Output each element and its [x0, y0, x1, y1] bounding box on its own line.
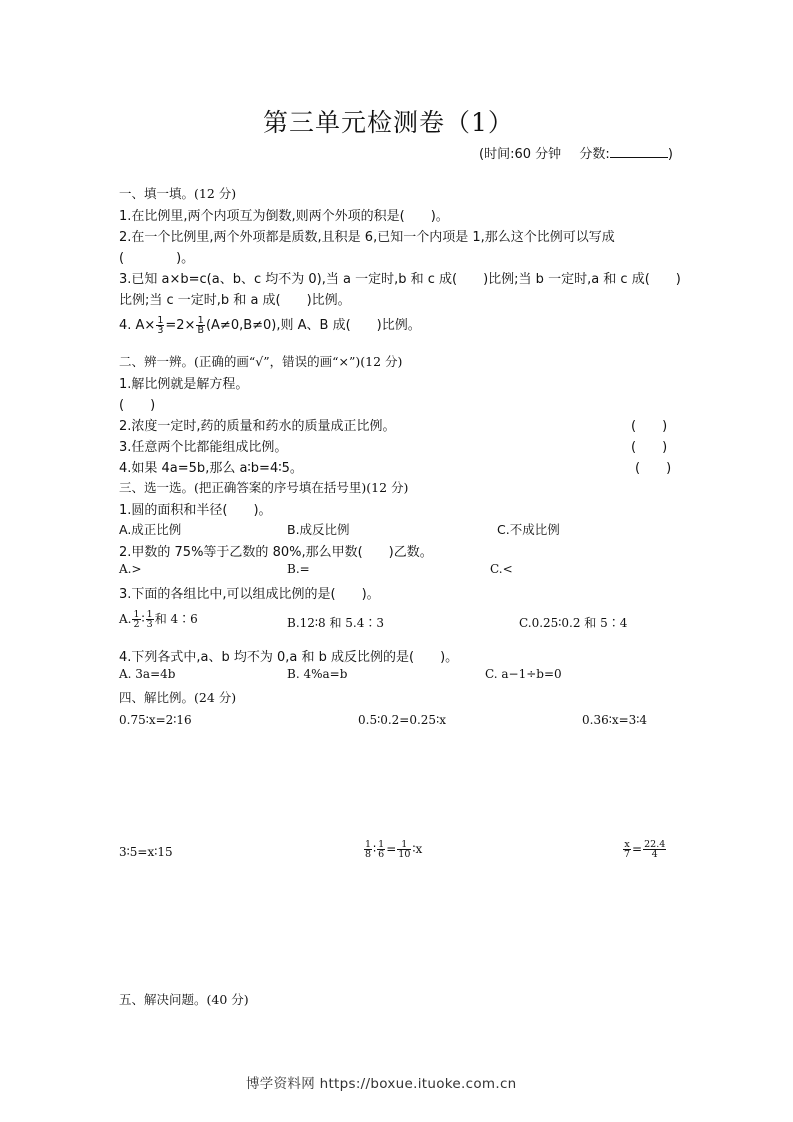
choose-q1: 1.圆的面积和半径( )。 — [119, 503, 272, 518]
fill-q2-line1: 2.在一个比例里,两个外项都是质数,且积是 6,已知一个内项是 1,那么这个比例可以写成 — [119, 230, 615, 245]
choose-q4: 4.下列各式中,a、b 均不为 0,a 和 b 成反比例的是( )。 — [119, 650, 459, 665]
judge-q4: 4.如果 4a=5b,那么 a∶b=4∶5。 — [119, 461, 303, 476]
choose-q2-option-b[interactable]: B.= — [287, 562, 310, 576]
solve-eq-5-equals: = — [386, 842, 397, 856]
fraction-22-4-over-4: $\frac{22.4}{4}$ — [644, 839, 666, 860]
section-fill-title: 一、填一填。(12 分) — [119, 186, 237, 201]
judge-q3-answer-paren[interactable]: ( ) — [631, 440, 668, 455]
page-title: 第三单元检测卷（1） — [263, 108, 514, 137]
fraction-one-third: $\frac{1}{3}$ — [146, 609, 153, 630]
solve-eq-5-sep: ∶ — [373, 842, 377, 856]
fill-q4 — [119, 314, 421, 335]
solve-eq-2: 0.5∶0.2=0.25∶x — [358, 713, 446, 727]
judge-q2-answer-paren[interactable]: ( ) — [631, 419, 668, 434]
score-label: 分数: — [579, 147, 610, 162]
fill-q4-suffix: (A≠0,B≠0),则 A、B 成( )比例。 — [205, 318, 421, 333]
solve-eq-6 — [622, 840, 667, 859]
fill-q4-mid: =2× — [165, 318, 196, 333]
choose-q3-option-a[interactable] — [119, 610, 198, 629]
section-choose-title: 三、选一选。(把正确答案的序号填在括号里)(12 分) — [119, 480, 409, 495]
fraction-one-eighth: $\frac{1}{8}$ — [365, 839, 372, 860]
fraction-one-third: $\frac{1}{3}$ — [157, 315, 164, 336]
fill-q2-line2: ( )。 — [119, 251, 195, 266]
judge-q1-answer-paren[interactable]: ( ) — [119, 398, 156, 413]
section-judge-title: 二、辨一辨。(正确的画“√”，错误的画“×”)(12 分) — [119, 354, 403, 369]
score-blank[interactable] — [610, 145, 668, 158]
fill-q3-line2: 比例;当 c 一定时,b 和 a 成( )比例。 — [119, 293, 351, 308]
score-close: ) — [667, 147, 673, 162]
choose-q2-option-a[interactable]: A.> — [119, 562, 142, 576]
choose-q3-option-a-suffix: 和 4∶6 — [154, 612, 198, 626]
choose-q1-option-a[interactable]: A.成正比例 — [119, 522, 182, 537]
choose-q3-option-c[interactable]: C.0.25∶0.2 和 5∶4 — [519, 616, 628, 630]
solve-eq-6-equals: = — [632, 842, 643, 856]
choose-q2: 2.甲数的 75%等于乙数的 80%,那么甲数( )乙数。 — [119, 545, 433, 560]
choose-q3-option-b[interactable]: B.12∶8 和 5.4∶3 — [287, 616, 385, 630]
fraction-one-over-b: $\frac{1}{B}$ — [197, 315, 204, 336]
judge-q1: 1.解比例就是解方程。 — [119, 377, 249, 392]
fill-q4-prefix: 4. A× — [119, 318, 156, 333]
solve-eq-3: 0.36∶x=3∶4 — [582, 713, 648, 727]
solve-eq-5-tail: ∶x — [412, 842, 423, 856]
choose-q3: 3.下面的各组比中,可以组成比例的是( )。 — [119, 587, 380, 602]
choose-q4-option-c[interactable]: C. a−1÷b=0 — [485, 667, 562, 681]
fraction-one-half: $\frac{1}{2}$ — [133, 609, 140, 630]
choose-q3-option-a-prefix: A. — [119, 612, 132, 626]
section-problems-title: 五、解决问题。(40 分) — [119, 992, 249, 1007]
fraction-x-over-7: $\frac{x}{7}$ — [624, 839, 631, 860]
judge-q2: 2.浓度一定时,药的质量和药水的质量成正比例。 — [119, 419, 396, 434]
section-solve-title: 四、解比例。(24 分) — [119, 690, 237, 705]
solve-eq-1: 0.75∶x=2∶16 — [119, 713, 192, 727]
solve-eq-4: 3∶5=x∶15 — [119, 845, 173, 859]
fill-q3-line1: 3.已知 a×b=c(a、b、c 均不为 0),当 a 一定时,b 和 c 成( )比例;当 b 一定时,a 和 c 成( ) — [119, 272, 681, 287]
exam-info — [479, 143, 673, 162]
choose-q4-option-b[interactable]: B. 4%a=b — [287, 667, 348, 681]
solve-eq-5 — [363, 840, 422, 859]
fraction-one-sixth: $\frac{1}{6}$ — [378, 839, 385, 860]
fraction-one-tenth: $\frac{1}{10}$ — [398, 839, 411, 860]
choose-q1-option-b[interactable]: B.成反比例 — [287, 522, 350, 537]
choose-q2-option-c[interactable]: C.< — [490, 562, 513, 576]
time-limit: (时间:60 分钟 — [479, 147, 562, 162]
fill-q1: 1.在比例里,两个内项互为倒数,则两个外项的积是( )。 — [119, 209, 449, 224]
judge-q3: 3.任意两个比都能组成比例。 — [119, 440, 288, 455]
judge-q4-answer-paren[interactable]: ( ) — [635, 461, 672, 476]
choose-q1-option-c[interactable]: C.不成比例 — [497, 522, 560, 537]
choose-q4-option-a[interactable]: A. 3a=4b — [119, 667, 176, 681]
footer-watermark: 博学资料网 https://boxue.ituoke.com.cn — [246, 1076, 517, 1092]
choose-q3-option-a-sep: ∶ — [141, 612, 145, 626]
